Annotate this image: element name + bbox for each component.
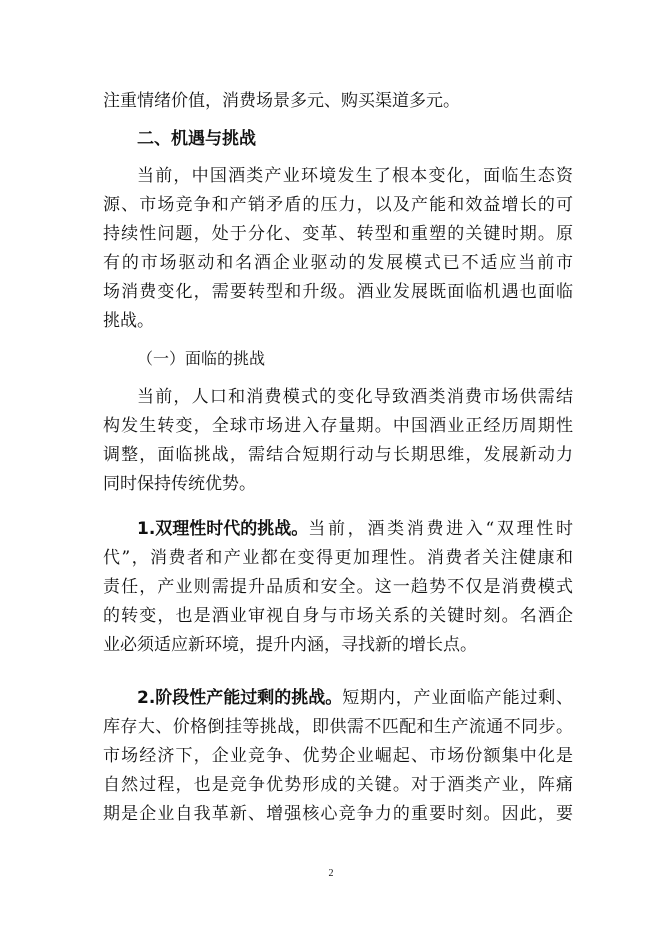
paragraph-lead: 2.阶段性产能过剩的挑战。: [137, 688, 343, 708]
paragraph-line: 短期内，产业面临产能过剩、: [342, 688, 573, 708]
paragraph-line: 库存大、价格倒挂等挑战，即供需不匹配和生产流通不同步。: [103, 717, 573, 737]
paragraph-line: 期是企业自我革新、增强核心竞争力的重要时刻。因此，要: [103, 804, 573, 824]
paragraph-line: 场消费变化，需要转型和升级。酒业发展既面临机遇也面临: [103, 282, 573, 302]
paragraph-line: 自然过程，也是竞争优势形成的关键。对于酒类产业，阵痛: [103, 775, 573, 795]
paragraph-line: 的转变，也是酒业审视自身与市场关系的关键时刻。名酒企: [103, 606, 573, 626]
paragraph-line: 当前，中国酒类产业环境发生了根本变化，面临生态资: [137, 166, 573, 186]
paragraph-lead: 1.双理性时代的挑战。: [137, 519, 309, 539]
paragraph-line: 同时保持传统优势。: [103, 474, 256, 494]
paragraph-line: 构发生转变，全球市场进入存量期。中国酒业正经历周期性: [103, 416, 573, 436]
paragraph-line: 有的市场驱动和名酒企业驱动的发展模式已不适应当前市: [103, 253, 573, 273]
paragraph-line: 市场经济下，企业竞争、优势企业崛起、市场份额集中化是: [103, 746, 573, 766]
paragraph-line: 源、市场竞争和产销矛盾的压力，以及产能和效益增长的可: [103, 195, 573, 215]
paragraph-first-line: [137, 519, 573, 539]
page-number: 2: [328, 868, 334, 879]
paragraph-line: 调整，面临挑战，需结合短期行动与长期思维，发展新动力: [103, 445, 573, 465]
subsection-heading: （一）面临的挑战: [137, 349, 266, 368]
paragraph-line: 持续性问题，处于分化、变革、转型和重塑的关键时期。原: [103, 224, 573, 244]
paragraph-line: 业必须适应新环境，提升内涵，寻找新的增长点。: [103, 635, 477, 655]
paragraph-line: 当前，酒类消费进入“双理性时: [308, 519, 573, 539]
section-heading: 二、机遇与挑战: [137, 129, 256, 149]
paragraph-line: 代”，消费者和产业都在变得更加理性。消费者关注健康和: [103, 548, 573, 568]
paragraph-line: 当前，人口和消费模式的变化导致酒类消费市场供需结: [137, 387, 573, 407]
paragraph-line: 责任，产业则需提升品质和安全。这一趋势不仅是消费模式: [103, 577, 573, 597]
paragraph-line: 注重情绪价值，消费场景多元、购买渠道多元。: [103, 91, 460, 111]
paragraph-line: 挑战。: [103, 311, 154, 331]
paragraph-first-line: [137, 688, 573, 708]
